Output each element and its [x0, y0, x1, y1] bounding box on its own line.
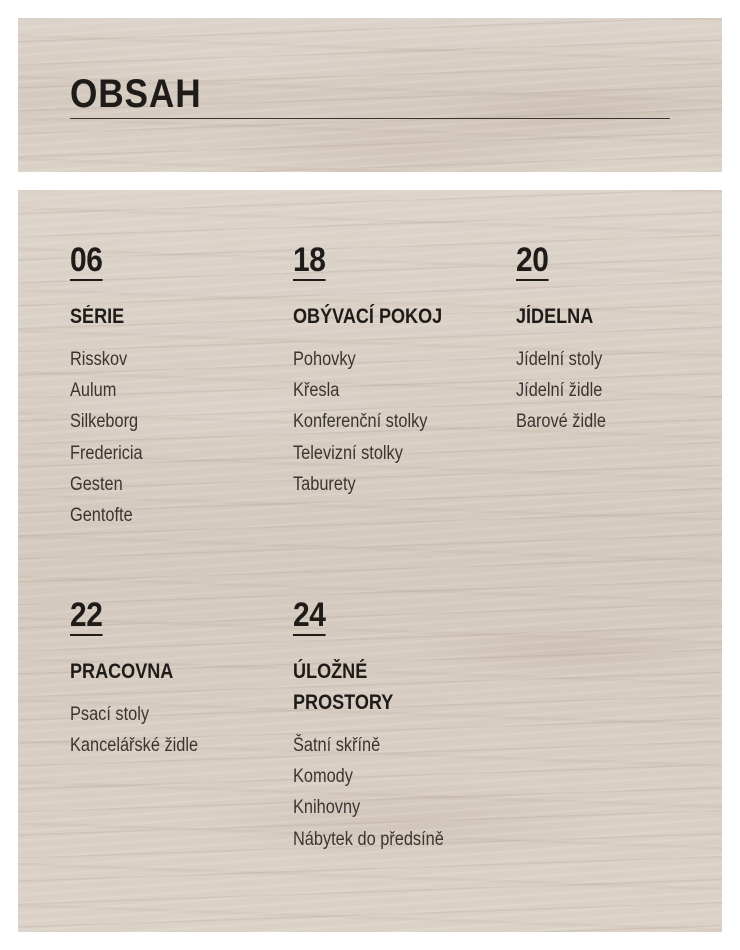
toc-item[interactable]: Jídelní stoly: [516, 349, 603, 370]
page-title: OBSAH: [70, 72, 202, 116]
toc-section-ulozne-prostory: [293, 597, 468, 855]
section-item-list: [70, 344, 154, 531]
header-wood-panel: [18, 18, 722, 172]
toc-section-jidelna: [516, 242, 621, 438]
section-page-number[interactable]: 20: [516, 241, 549, 279]
toc-item[interactable]: Fredericia: [70, 442, 143, 464]
toc-section-obyvaci-pokoj: [293, 242, 466, 500]
section-title-line: ÚLOŽNÉ: [293, 660, 368, 683]
toc-section-serie: [70, 242, 154, 531]
section-title[interactable]: JÍDELNA: [516, 305, 594, 328]
toc-item[interactable]: Kancelářské židle: [70, 735, 199, 757]
toc-section-pracovna: [70, 597, 219, 761]
toc-item[interactable]: Psací stoly: [70, 704, 150, 725]
toc-item[interactable]: Konferenční stolky: [293, 411, 428, 433]
toc-item[interactable]: Aulum: [70, 380, 117, 402]
toc-item[interactable]: Gentofte: [70, 505, 133, 527]
section-title-line: PROSTORY: [293, 691, 394, 714]
section-page-number[interactable]: 22: [70, 596, 103, 634]
toc-item[interactable]: Risskov: [70, 349, 128, 370]
toc-item[interactable]: Televizní stolky: [293, 442, 403, 464]
section-title[interactable]: SÉRIE: [70, 305, 125, 328]
section-title[interactable]: PRACOVNA: [70, 660, 174, 683]
toc-item[interactable]: Taburety: [293, 473, 356, 495]
toc-item[interactable]: Barové židle: [516, 411, 606, 433]
toc-item[interactable]: Knihovny: [293, 797, 361, 819]
section-item-list: [293, 730, 468, 855]
toc-item[interactable]: Jídelní židle: [516, 380, 603, 402]
section-item-list: [516, 344, 621, 438]
section-title[interactable]: OBÝVACÍ POKOJ: [293, 305, 443, 328]
section-title[interactable]: [293, 656, 444, 718]
toc-item[interactable]: Křesla: [293, 380, 340, 402]
toc-item[interactable]: Nábytek do předsíně: [293, 828, 444, 850]
toc-item[interactable]: Komody: [293, 766, 353, 788]
section-item-list: [70, 699, 219, 761]
section-page-number[interactable]: 06: [70, 241, 103, 279]
section-page-number[interactable]: 18: [293, 241, 326, 279]
toc-item[interactable]: Gesten: [70, 473, 123, 495]
toc-item[interactable]: Pohovky: [293, 349, 356, 370]
section-page-number[interactable]: 24: [293, 596, 326, 634]
title-divider: [70, 118, 670, 119]
toc-item[interactable]: Silkeborg: [70, 411, 139, 433]
toc-item[interactable]: Šatní skříně: [293, 735, 381, 756]
section-item-list: [293, 344, 466, 500]
contents-wood-panel: [18, 190, 722, 932]
